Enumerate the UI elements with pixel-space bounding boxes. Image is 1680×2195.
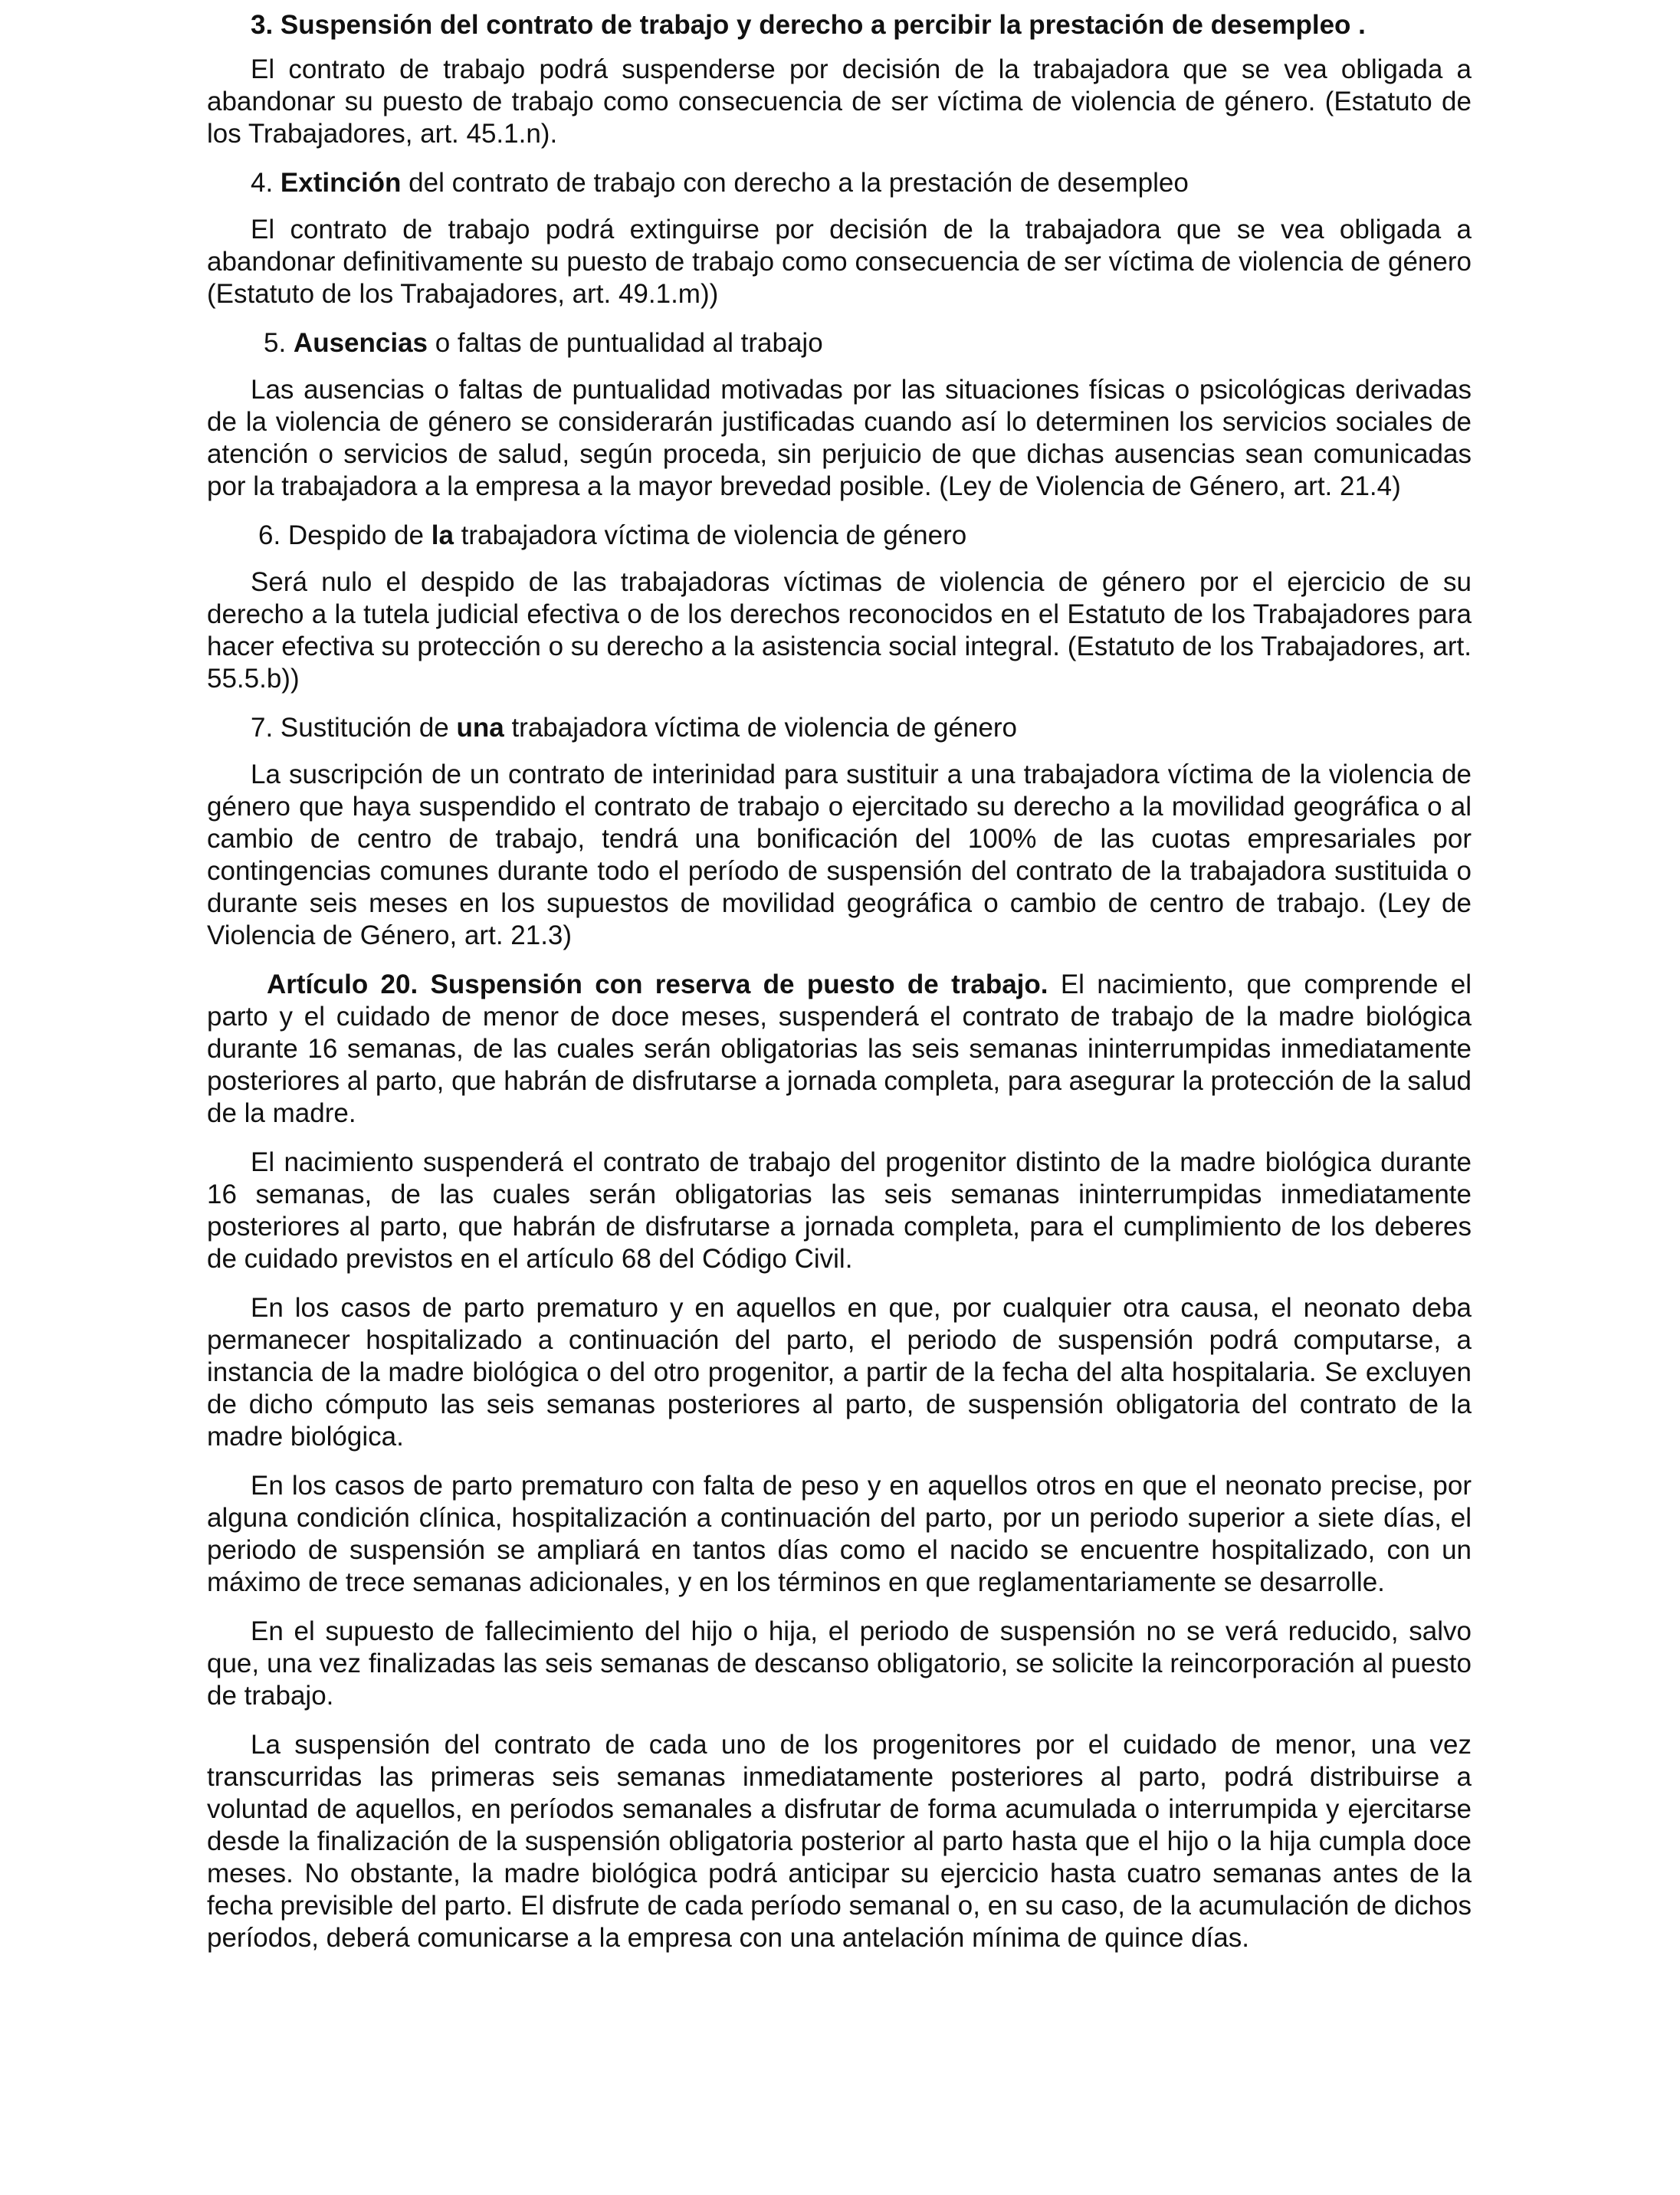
section-4-heading-rest: del contrato de trabajo con derecho a la prestación de desempleo	[401, 168, 1189, 198]
section-5-heading	[207, 327, 1472, 359]
article-20-paragraph-4: En los casos de parto prematuro con falta de peso y en aquellos otros en que el neonato precise, por alguna condición clínica, hospitalización a continuación del parto, por un periodo superior a siete días, el periodo de suspensión se ampliará en tantos días como el nacido se encuentre hospitalizado, con un máximo de trece semanas adicionales, y en los términos en que reglamentariamente se desarrolle.	[207, 1471, 1472, 1597]
section-6-paragraph: Será nulo el despido de las trabajadoras víctimas de violencia de género por el ejercicio de su derecho a la tutela judicial efectiva o de los derechos reconocidos en el Estatuto de los Trabajadores para hacer efectiva su protección o su derecho a la asistencia social integral. (Estatuto de los Trabajadores, art. 55.5.b))	[207, 567, 1472, 694]
article-20-paragraph-5: En el supuesto de fallecimiento del hijo o hija, el periodo de suspensión no se verá reducido, salvo que, una vez finalizadas las seis semanas de descanso obligatorio, se solicite la reincorporación al puesto de trabajo.	[207, 1616, 1472, 1711]
section-6-heading	[207, 520, 1472, 552]
section-6-bold-term: la	[431, 520, 454, 550]
document-page	[207, 9, 1472, 1971]
section-5-number: 5.	[264, 328, 294, 358]
section-5-paragraph: Las ausencias o faltas de puntualidad motivadas por las situaciones físicas o psicológicas derivadas de la violencia de género se considerarán justificadas cuando así lo determinen los servicios sociales de atención o servicios de salud, según proceda, sin perjuicio de que dichas ausencias sean comunicadas por la trabajadora a la empresa a la mayor brevedad posible. (Ley de Violencia de Género, art. 21.4)	[207, 375, 1472, 501]
section-4-number: 4.	[251, 168, 281, 198]
section-7-heading-pre: 7. Sustitución de	[251, 713, 457, 743]
section-3-paragraph: El contrato de trabajo podrá suspenderse por decisión de la trabajadora que se vea obligada a abandonar su puesto de trabajo como consecuencia de ser víctima de violencia de género. (Estatuto de los Trabajadores, art. 45.1.n).	[207, 54, 1472, 149]
section-4-bold-term: Extinción	[280, 168, 402, 198]
section-4-heading	[207, 167, 1472, 199]
article-20-paragraph-6: La suspensión del contrato de cada uno de los progenitores por el cuidado de menor, una vez transcurridas las primeras seis semanas inmediatamente posteriores al parto, podrá distribuirse a voluntad de aquellos, en períodos semanales a disfrutar de forma acumulada o interrumpida y ejercitarse desde la finalización de la suspensión obligatoria posterior al parto hasta que el hijo o la hija cumpla doce meses. No obstante, la madre biológica podrá anticipar su ejercicio hasta cuatro semanas antes de la fecha previsible del parto. El disfrute de cada período semanal o, en su caso, de la acumulación de dichos períodos, deberá comunicarse a la empresa con una antelación mínima de quince días.	[207, 1730, 1472, 1953]
section-7-heading-rest: trabajadora víctima de violencia de género	[504, 713, 1018, 743]
section-5-heading-rest: o faltas de puntualidad al trabajo	[428, 328, 823, 358]
article-20-paragraph	[207, 969, 1472, 1130]
article-20-paragraph-2: El nacimiento suspenderá el contrato de trabajo del progenitor distinto de la madre biológica durante 16 semanas, de las cuales serán obligatorias las seis semanas ininterrumpidas inmediatamente posteriores al parto, que habrán de disfrutarse a jornada completa, para el cumplimiento de los deberes de cuidado previstos en el artículo 68 del Código Civil.	[207, 1147, 1472, 1274]
section-7-paragraph: La suscripción de un contrato de interinidad para sustituir a una trabajadora víctima de la violencia de género que haya suspendido el contrato de trabajo o ejercitado su derecho a la movilidad geográfica o al cambio de centro de trabajo, tendrá una bonificación del 100% de las cuotas empresariales por contingencias comunes durante todo el período de suspensión del contrato de la trabajadora sustituida o durante seis meses en los supuestos de movilidad geográfica o cambio de centro de trabajo. (Ley de Violencia de Género, art. 21.3)	[207, 760, 1472, 950]
section-6-heading-rest: trabajadora víctima de violencia de género	[453, 520, 967, 550]
article-20-title: Artículo 20. Suspensión con reserva de puesto de trabajo.	[267, 970, 1048, 999]
article-20-paragraph-3: En los casos de parto prematuro y en aquellos en que, por cualquier otra causa, el neonato deba permanecer hospitalizado a continuación del parto, el periodo de suspensión podrá computarse, a instancia de la madre biológica o del otro progenitor, a partir de la fecha del alta hospitalaria. Se excluyen de dicho cómputo las seis semanas posteriores al parto, de suspensión obligatoria del contrato de la madre biológica.	[207, 1293, 1472, 1452]
section-5-bold-term: Ausencias	[293, 328, 428, 358]
section-7-heading	[207, 712, 1472, 744]
section-3-heading: 3. Suspensión del contrato de trabajo y derecho a percibir la prestación de desempleo .	[251, 10, 1366, 40]
article-20-intro: El nacimiento, que comprende el parto y el cuidado de menor de doce meses, suspenderá el contrato de trabajo de la madre biológica durante 16 semanas, de las cuales serán obligatorias las seis semanas ininterrumpidas inmediatamente posteriores al parto, que habrán de disfrutarse a jornada completa, para asegurar la protección de la salud de la madre.	[207, 970, 1472, 1128]
section-7-bold-term: una	[456, 713, 504, 743]
section-4-paragraph: El contrato de trabajo podrá extinguirse por decisión de la trabajadora que se vea obligada a abandonar definitivamente su puesto de trabajo como consecuencia de ser víctima de violencia de género (Estatuto de los Trabajadores, art. 49.1.m))	[207, 215, 1472, 309]
section-6-heading-pre: 6. Despido de	[258, 520, 431, 550]
